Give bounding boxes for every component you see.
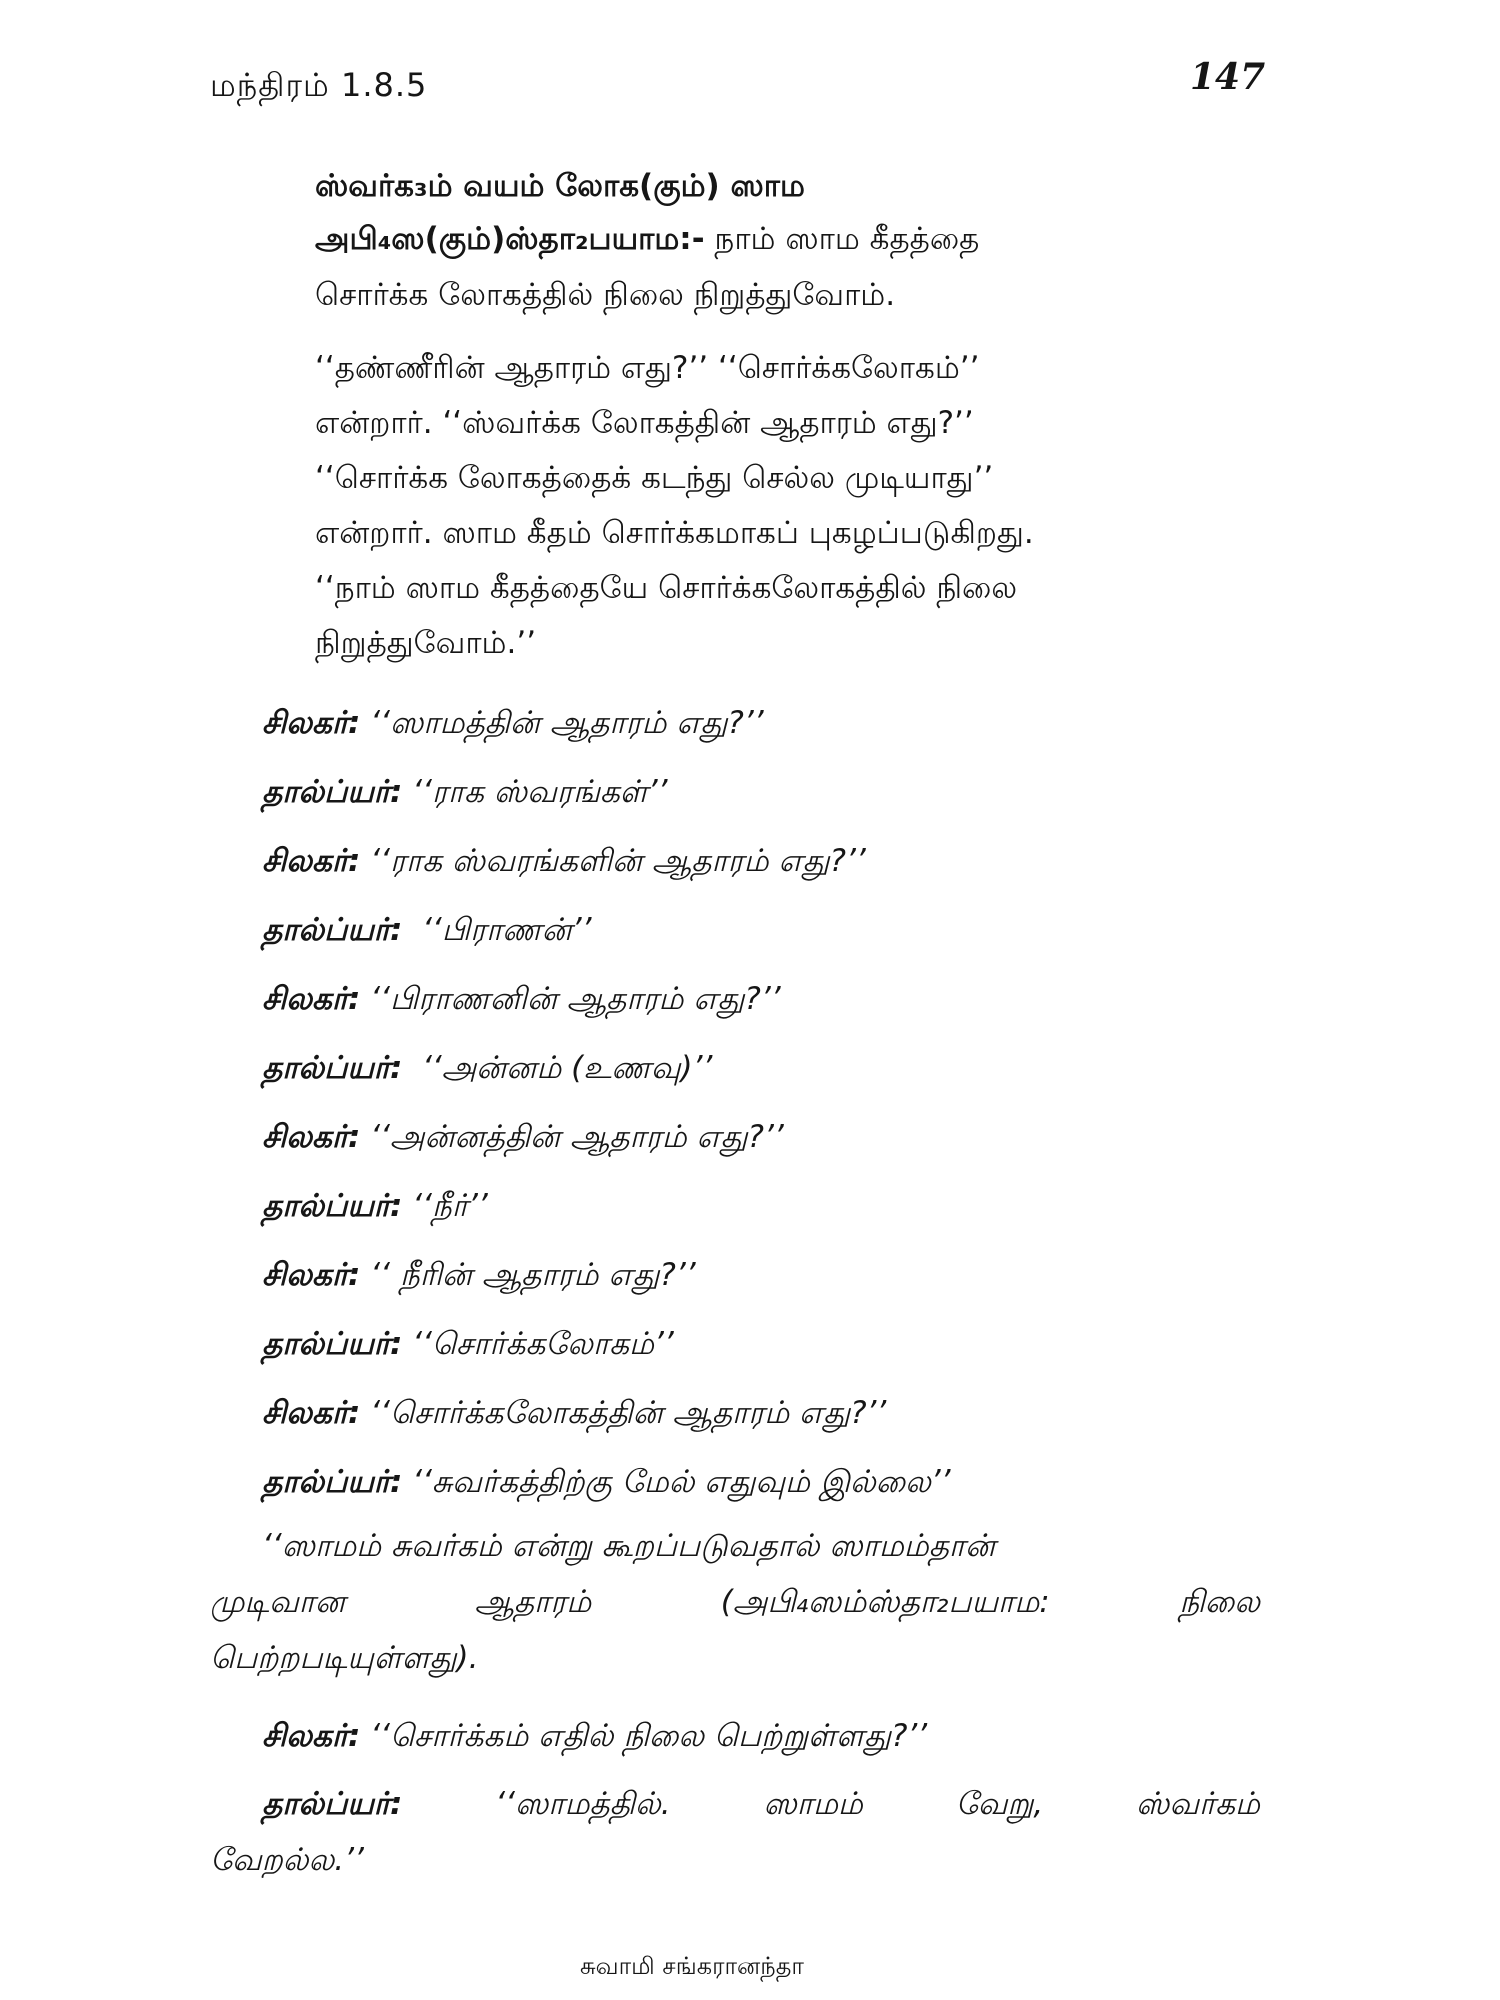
speaker-name: தால்ப்யர்: bbox=[262, 1464, 403, 1500]
dialogue-line bbox=[262, 1464, 951, 1504]
dialogue-line bbox=[262, 1257, 696, 1297]
speaker-name: சிலகர்: bbox=[262, 981, 361, 1017]
conclusion-line: பெற்றபடியுள்ளது). bbox=[210, 1640, 479, 1676]
dialogue-text: ‘‘அன்னத்தின் ஆதாரம் எது?’’ bbox=[360, 1119, 784, 1155]
dialogue-text: ‘‘பிராணன்’’ bbox=[402, 912, 592, 948]
conclusion-line: ‘‘ஸாமம் சுவர்கம் என்று கூறப்படுவதால் ஸாமம்தான் bbox=[262, 1528, 996, 1564]
speaker-name: சிலகர்: bbox=[262, 705, 361, 741]
speaker-name: சிலகர்: bbox=[262, 1718, 361, 1754]
page-number: 147 bbox=[1190, 56, 1266, 98]
speaker-name: தால்ப்யர்: bbox=[262, 774, 403, 810]
dialogue-line bbox=[262, 1786, 1260, 1826]
dialogue-text: ‘‘நீர்’’ bbox=[402, 1188, 488, 1224]
summary-line: என்றார். ஸாம கீதம் சொர்க்கமாகப் புகழப்படுகிறது. bbox=[315, 515, 1034, 551]
speaker-name: சிலகர்: bbox=[262, 1257, 361, 1293]
speaker-name: தால்ப்யர்: bbox=[262, 1188, 403, 1224]
speaker-name: சிலகர்: bbox=[262, 1395, 361, 1431]
speaker-name: சிலகர்: bbox=[262, 843, 361, 879]
conclusion-line: முடிவான ஆதாரம் (அபி₄ஸம்ஸ்தா₂பயாம: நிலை bbox=[210, 1584, 1260, 1620]
dialogue-continuation: வேறல்ல.’’ bbox=[210, 1842, 364, 1878]
mantra-transliteration: அபி₄ஸ(கும்)ஸ்தா₂பயாம:- bbox=[315, 221, 705, 257]
dialogue-text: ‘‘சொர்க்கம் எதில் நிலை பெற்றுள்ளது?’’ bbox=[360, 1718, 928, 1754]
dialogue-text: ‘‘ஸாமத்தின் ஆதாரம் எது?’’ bbox=[360, 705, 764, 741]
dialogue-line bbox=[262, 1326, 674, 1366]
summary-line: ‘‘சொர்க்க லோகத்தைக் கடந்து செல்ல முடியாது’’ bbox=[315, 460, 994, 496]
dialogue-line bbox=[262, 705, 764, 745]
mantra-line-1: ஸ்வர்க₃ம் வயம் லோக(கும்) ஸாம bbox=[315, 168, 805, 204]
summary-line: என்றார். ‘‘ஸ்வர்க்க லோகத்தின் ஆதாரம் எது?’’ bbox=[315, 405, 974, 441]
speaker-name: தால்ப்யர்: bbox=[262, 912, 403, 948]
dialogue-line bbox=[262, 1718, 927, 1758]
summary-line: ‘‘தண்ணீரின் ஆதாரம் எது?’’ ‘‘சொர்க்கலோகம்’’ bbox=[315, 350, 980, 386]
dialogue-line bbox=[262, 1188, 488, 1228]
dialogue-text: ‘‘அன்னம் (உணவு)’’ bbox=[402, 1050, 713, 1086]
speaker-name: தால்ப்யர்: bbox=[262, 1050, 403, 1086]
dialogue-text: ‘‘ராக ஸ்வரங்களின் ஆதாரம் எது?’’ bbox=[360, 843, 866, 879]
dialogue-line bbox=[262, 774, 667, 814]
dialogue-line bbox=[262, 981, 781, 1021]
summary-line: நிறுத்துவோம்.’’ bbox=[315, 625, 537, 661]
dialogue-text: ‘‘ஸாமத்தில். ஸாமம் வேறு, ஸ்வர்கம் bbox=[402, 1786, 1260, 1822]
summary-line: ‘‘நாம் ஸாம கீதத்தையே சொர்க்கலோகத்தில் நிலை bbox=[315, 570, 1018, 606]
mantra-meaning-start: நாம் ஸாம கீதத்தை bbox=[704, 221, 980, 257]
dialogue-text: ‘‘ நீரின் ஆதாரம் எது?’’ bbox=[360, 1257, 696, 1293]
dialogue-text: ‘‘சொர்க்கலோகம்’’ bbox=[402, 1326, 674, 1362]
dialogue-line bbox=[262, 843, 866, 883]
dialogue-line bbox=[262, 912, 592, 952]
speaker-name: தால்ப்யர்: bbox=[262, 1326, 403, 1362]
dialogue-text: ‘‘ராக ஸ்வரங்கள்’’ bbox=[402, 774, 668, 810]
dialogue-line bbox=[262, 1395, 886, 1435]
speaker-name: தால்ப்யர்: bbox=[262, 1786, 403, 1822]
dialogue-text: ‘‘சுவர்கத்திற்கு மேல் எதுவும் இல்லை’’ bbox=[402, 1464, 951, 1500]
dialogue-text: ‘‘சொர்க்கலோகத்தின் ஆதாரம் எது?’’ bbox=[360, 1395, 887, 1431]
dialogue-line bbox=[262, 1119, 784, 1159]
footer-author: சுவாமி சங்கரானந்தா bbox=[580, 1952, 804, 1980]
speaker-name: சிலகர்: bbox=[262, 1119, 361, 1155]
mantra-line-2 bbox=[315, 221, 979, 261]
running-header: மந்திரம் 1.8.5 bbox=[210, 66, 428, 104]
mantra-line-3: சொர்க்க லோகத்தில் நிலை நிறுத்துவோம். bbox=[315, 277, 896, 313]
dialogue-text: ‘‘பிராணனின் ஆதாரம் எது?’’ bbox=[360, 981, 781, 1017]
dialogue-line bbox=[262, 1050, 712, 1090]
